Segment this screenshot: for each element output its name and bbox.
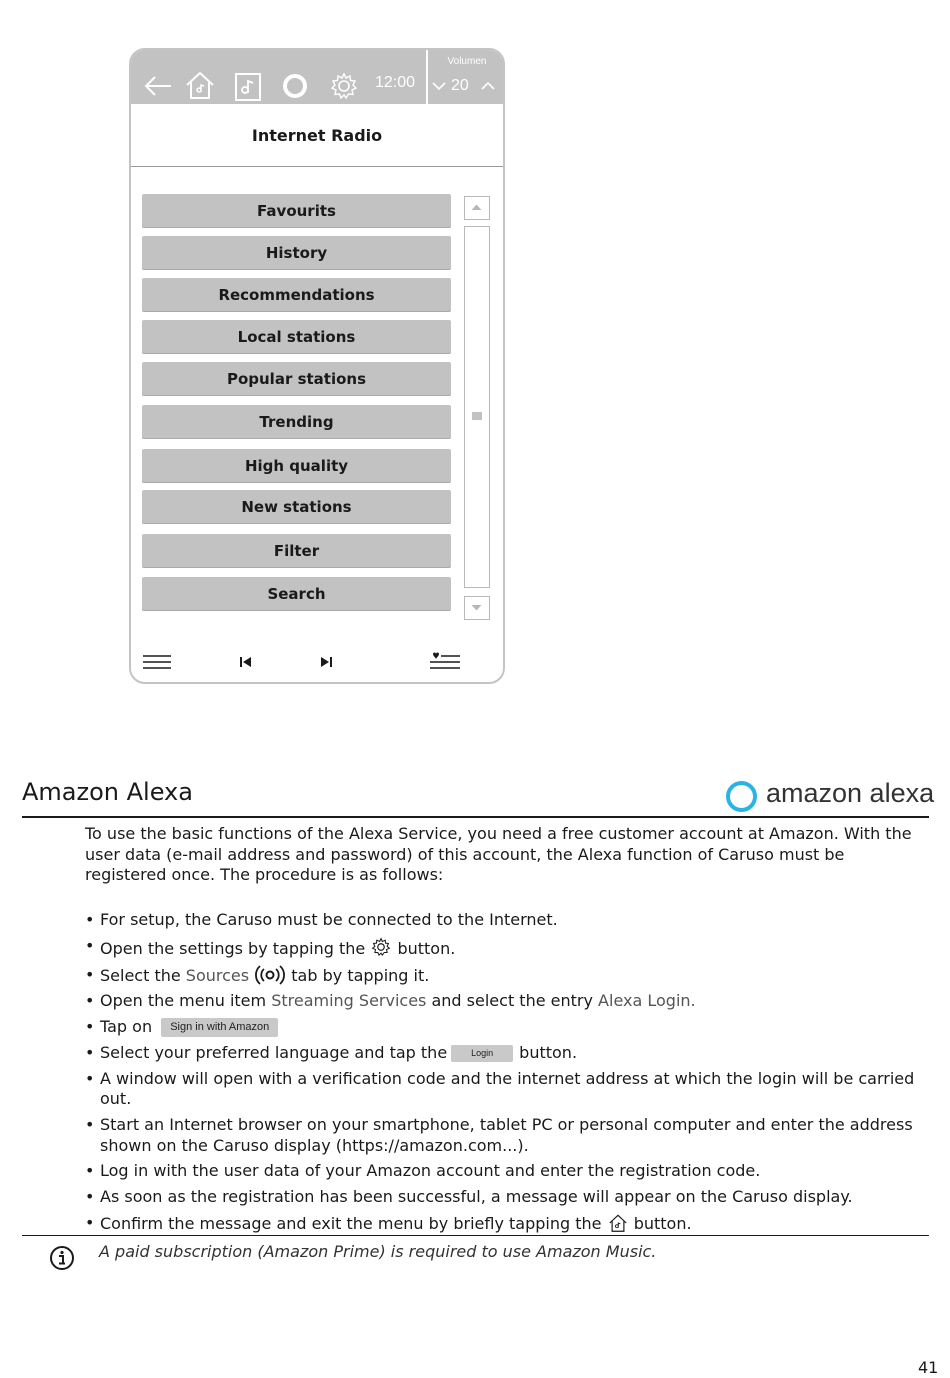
volume-value: 20 <box>451 77 469 94</box>
favourites-list-icon[interactable] <box>429 651 461 671</box>
menu-item-popular-stations[interactable]: Popular stations <box>142 362 451 395</box>
music-note-icon[interactable] <box>231 70 265 104</box>
step-text: For setup, the Caruso must be connected to the Internet. <box>100 910 558 929</box>
menu-item-new-stations[interactable]: New stations <box>142 490 451 523</box>
sign-in-with-amazon-button: Sign in with Amazon <box>161 1018 278 1037</box>
home-icon <box>607 1213 629 1233</box>
menu-item-trending[interactable]: Trending <box>142 405 451 438</box>
step-text: button. <box>633 1213 692 1233</box>
step-text: Select your preferred language and tap the <box>100 1042 448 1062</box>
note-text: A paid subscription (Amazon Prime) is required to use Amazon Music. <box>99 1242 657 1261</box>
step-text: A window will open with a verification code and the internet address at which the login will be carried out. <box>100 1068 915 1109</box>
scroll-down-button[interactable] <box>464 596 490 620</box>
alexa-logo-icon <box>726 781 757 812</box>
step-text: Open the menu item <box>100 991 267 1011</box>
skip-previous-icon[interactable] <box>238 655 254 669</box>
step-text: button. <box>397 938 456 958</box>
sources-icon <box>254 965 286 985</box>
menu-item-filter[interactable]: Filter <box>142 534 451 567</box>
step-text: Select the <box>100 965 181 985</box>
highlight-text: Alexa Login. <box>598 991 696 1011</box>
list-item <box>85 991 927 1012</box>
login-button: Login <box>451 1045 513 1062</box>
chevron-down-icon[interactable] <box>431 80 447 92</box>
list-item <box>85 910 927 931</box>
triangle-down-icon <box>465 597 488 618</box>
menu-item-favourits[interactable]: Favourits <box>142 194 451 227</box>
top-bar <box>131 50 503 104</box>
list-item <box>85 1069 927 1110</box>
step-text: button. <box>519 1042 578 1062</box>
clock-time: 12:00 <box>375 74 416 91</box>
list-item <box>85 1115 927 1156</box>
gear-icon[interactable] <box>327 69 361 103</box>
intro-paragraph: To use the basic functions of the Alexa Service, you need a free customer account at Amazon. With the user data (e-mail address and password) of this account, the Alexa function of Caruso must be registered once. The procedure is as follows: <box>85 824 912 884</box>
steps-list <box>85 910 927 1240</box>
section-title: Amazon Alexa <box>22 778 193 806</box>
step-text: Confirm the message and exit the menu by briefly tapping the <box>100 1213 602 1233</box>
volume-divider <box>426 50 428 104</box>
arrow-left-icon[interactable] <box>141 69 175 103</box>
brand-text: amazon alexa <box>766 778 935 808</box>
list-item <box>85 1043 927 1064</box>
menu-item-history[interactable]: History <box>142 236 451 269</box>
section-rule-top <box>22 816 929 818</box>
page-number: 41 <box>918 1358 939 1377</box>
volume-label: Volumen <box>447 56 487 67</box>
section-rule-bottom <box>22 1235 929 1236</box>
gear-icon <box>370 936 392 958</box>
step-text: Open the settings by tapping the <box>100 938 366 958</box>
step-text: Log in with the user data of your Amazon account and enter the registration code. <box>100 1161 761 1181</box>
step-text: Start an Internet browser on your smartphone, tablet PC or personal computer and enter the address shown on the Caruso display (https://amazon.com...). <box>100 1115 913 1155</box>
home-icon[interactable] <box>183 68 217 102</box>
list-item <box>85 936 927 960</box>
info-icon <box>49 1245 75 1271</box>
highlight-text: Streaming Services <box>271 991 427 1011</box>
hamburger-icon[interactable] <box>142 654 172 670</box>
amazon-alexa-logo <box>724 778 934 814</box>
alexa-ring-icon[interactable] <box>278 69 312 103</box>
step-text: As soon as the registration has been successful, a message will appear on the Caruso display. <box>100 1187 853 1207</box>
list-item <box>85 1213 927 1235</box>
step-text: tab by tapping it. <box>291 965 430 985</box>
skip-next-icon[interactable] <box>318 655 334 669</box>
step-text: and select the entry <box>431 991 593 1011</box>
scrollbar-thumb[interactable] <box>472 412 482 420</box>
device-screen <box>129 48 505 684</box>
menu-item-high-quality[interactable]: High quality <box>142 449 451 482</box>
triangle-up-icon <box>465 197 488 218</box>
step-text: Tap on <box>100 1017 153 1037</box>
highlight-text: Sources <box>185 965 250 985</box>
scroll-up-button[interactable] <box>464 196 490 220</box>
menu-item-local-stations[interactable]: Local stations <box>142 320 451 353</box>
list-item <box>85 965 927 987</box>
list-item <box>85 1161 927 1182</box>
list-item <box>85 1187 927 1208</box>
menu-item-recommendations[interactable]: Recommendations <box>142 278 451 311</box>
menu-item-search[interactable]: Search <box>142 577 451 610</box>
scrollbar-track[interactable] <box>464 226 490 588</box>
chevron-up-icon[interactable] <box>480 80 496 92</box>
screen-title: Internet Radio <box>131 104 503 167</box>
list-item <box>85 1017 927 1038</box>
